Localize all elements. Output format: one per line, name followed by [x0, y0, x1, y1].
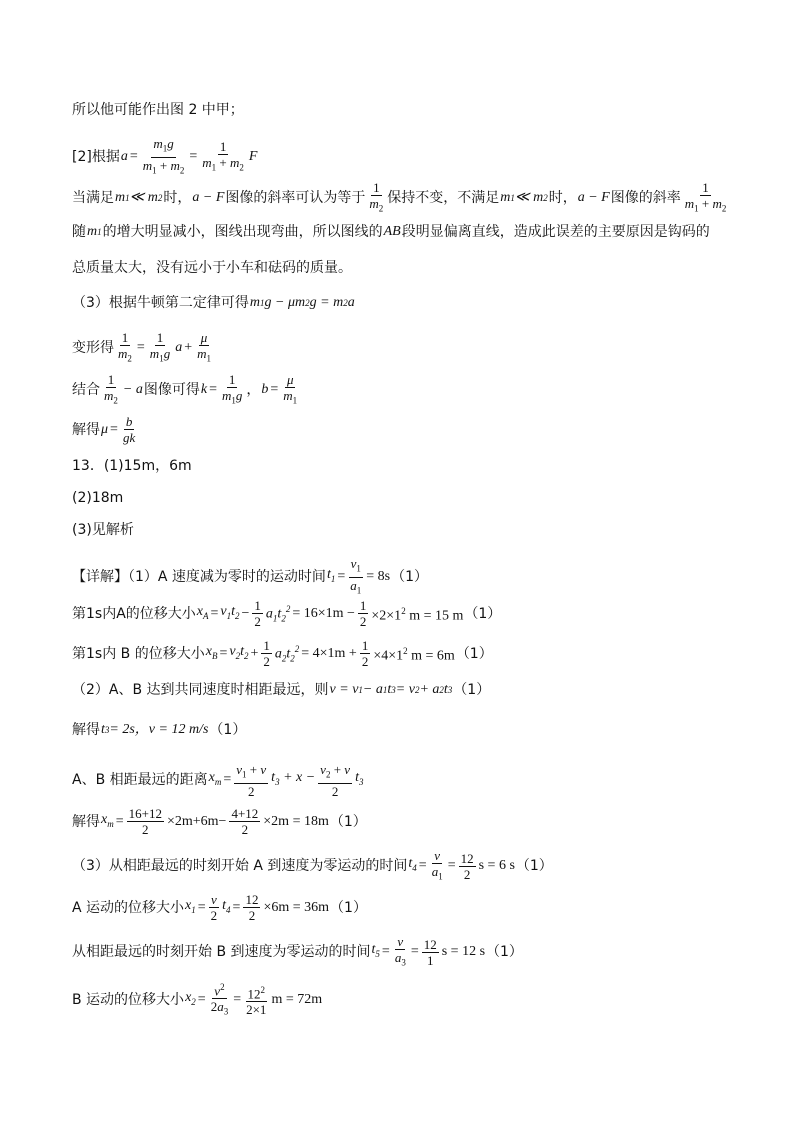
formula-slope-1: $\frac{1}{m_2}$	[369, 180, 384, 214]
text: （1）	[391, 569, 428, 586]
line-16	[72, 680, 490, 700]
line-23	[72, 980, 323, 1020]
text: （2）A、B 达到共同速度时相距最远，则	[72, 682, 329, 698]
line-20	[72, 848, 553, 885]
text: 的增大明显减小，图线出现弯曲，所以图线的	[102, 224, 383, 240]
formula-t3-v: t 3 = 2s，v = 12 m/s	[101, 722, 209, 737]
text: A、B 相距最远的距离	[72, 772, 208, 789]
formula-t1: $t_1$ = $\frac{v_1}{a_1}$ = 8s	[326, 556, 391, 596]
line-18	[72, 762, 364, 799]
line-15	[72, 638, 493, 669]
line-13	[72, 556, 428, 598]
formula-transform: $\frac{1}{m_2}$ = $\frac{1}{m_1g}$ a + $\frac{\mu}{m_1}$	[118, 330, 211, 364]
text: 总质量太大，没有远小于小车和砝码的质量。	[72, 260, 352, 276]
formula-condition: m 1 ≪ m 2	[115, 190, 163, 206]
text: 随	[72, 224, 86, 240]
formula-a-F: a − F	[192, 190, 225, 206]
text: A 运动的位移大小	[72, 899, 185, 916]
formula-b: b = $\frac{\mu}{m_1}$	[261, 372, 298, 406]
line-10	[72, 456, 192, 476]
line-5	[72, 258, 352, 278]
formula-common-velocity: v = v 1 − a 1 t 3 = v 2 + a 2 t 3	[329, 682, 453, 697]
formula-AB: AB	[383, 224, 401, 239]
line-6	[72, 293, 356, 313]
formula-xm-value: $x_m$ = $\frac{16+12}{2}$ ×2m+6m− $\frac{4+12}{2}$ ×2m = 18m	[101, 806, 329, 837]
formula-x2: $x_2$ = $\frac{v^2}{2a_3}$ = $\frac{12^2}{2\times 1}$ m = 72m	[185, 982, 323, 1018]
formula-slope-2: $\frac{1}{m_1 + m_2}$	[684, 180, 727, 214]
formula-t5: $t_5$ = $\frac{v}{a_3}$ = $\frac{12}{1}$ s = 12 s	[371, 934, 486, 968]
text: 结合	[72, 382, 100, 399]
text: 时，	[548, 190, 577, 207]
text: 时，	[163, 190, 192, 207]
text: （1）	[329, 813, 367, 830]
formula-a-F-2: a − F	[577, 190, 610, 206]
text: 解得	[72, 722, 100, 738]
line-19	[72, 806, 367, 837]
text: 保持不变，不满足	[387, 190, 500, 207]
text: （3）根据牛顿第二定律可得	[72, 295, 249, 311]
text: 当满足	[72, 190, 114, 207]
text: （1）	[453, 682, 491, 698]
text: 【详解】（1）A 速度减为零时的运动时间	[72, 569, 326, 586]
formula-m1: m 1	[87, 224, 102, 239]
text: （1）	[515, 858, 553, 875]
text: ，	[246, 382, 261, 399]
text: B 运动的位移大小	[72, 991, 185, 1008]
formula-newton: m 1 g − μm 2 g = m 2 a	[249, 295, 355, 310]
text: （1）	[486, 944, 523, 961]
line-4	[72, 222, 710, 242]
formula-mu: μ = $\frac{b}{gk}$	[101, 414, 136, 445]
text: (3)见解析	[72, 522, 134, 538]
line-21	[72, 892, 367, 923]
line-3	[72, 180, 730, 217]
formula-xm: $x_m$ = $\frac{v_1 + v}{2}$ $t_3 + x$ − $\frac{v_2 + v}{2}$ $t_3$	[208, 762, 364, 799]
line-14	[72, 598, 501, 629]
formula-x1: $x_1$ = $\frac{v}{2}$ $t_4$ = $\frac{12}{2}$ ×6m = 36m	[185, 892, 330, 923]
text: 13．(1)15m，6m	[72, 458, 192, 474]
text: （1）	[464, 605, 502, 622]
text: (2)18m	[72, 490, 124, 506]
text: （1）	[330, 899, 367, 916]
line-1	[72, 100, 244, 120]
text: 图像的斜率	[610, 190, 681, 207]
formula-k: k = $\frac{1}{m_1g}$	[200, 372, 243, 406]
text: 图像可得	[143, 382, 200, 399]
text: 变形得	[72, 340, 114, 357]
line-9	[72, 414, 139, 445]
line-22	[72, 934, 523, 971]
formula-xB: $x_B$ = $v_2t_2$ + $\frac{1}{2}$ $a_2t_2^2$ = 4×1m + $\frac{1}{2}$ $\times 4\times 1^2$ m = 6m	[205, 638, 455, 669]
text: 解得	[72, 813, 100, 830]
text: 从相距最远的时刻开始 B 到速度为零运动的时间	[72, 944, 371, 961]
text: 解得	[72, 421, 100, 438]
line-17	[72, 720, 246, 740]
text: 图像的斜率可认为等于	[225, 190, 366, 207]
formula-xA: $x_A$ = $v_1t_2$ − $\frac{1}{2}$ $a_1t_2^2$ = 16×1m − $\frac{1}{2}$ $\times 2\times 1^2$ m = 15 m	[196, 598, 464, 629]
text: 第1s内 B 的位移大小	[72, 645, 205, 662]
text: 第1s内A的位移大小	[72, 605, 196, 622]
text: [2]根据	[72, 149, 120, 166]
line-2	[72, 136, 258, 178]
text: （3）从相距最远的时刻开始 A 到速度为零运动的时间	[72, 858, 408, 875]
text: （1）	[209, 722, 247, 738]
text: 段明显偏离直线，造成此误差的主要原因是钩码的	[401, 224, 710, 240]
text: 所以他可能作出图 2 中甲；	[72, 102, 244, 118]
formula-condition-2: m 1 ≪ m 2	[500, 190, 548, 206]
formula-graph: $\frac{1}{m_2}$ − a	[104, 372, 143, 406]
formula-t4: $t_4$ = $\frac{v}{a_1}$ = $\frac{12}{2}$ s = 6 s	[408, 848, 515, 882]
text: （1）	[455, 645, 493, 662]
line-11	[72, 488, 123, 508]
line-12	[72, 520, 134, 540]
line-8	[72, 372, 301, 409]
line-7	[72, 330, 215, 367]
formula-a-mass-ratio: a = $\frac{m_1g}{m_1 + m_2}$ = $\frac{1}{m_1 + m_2}$ F	[120, 136, 258, 176]
